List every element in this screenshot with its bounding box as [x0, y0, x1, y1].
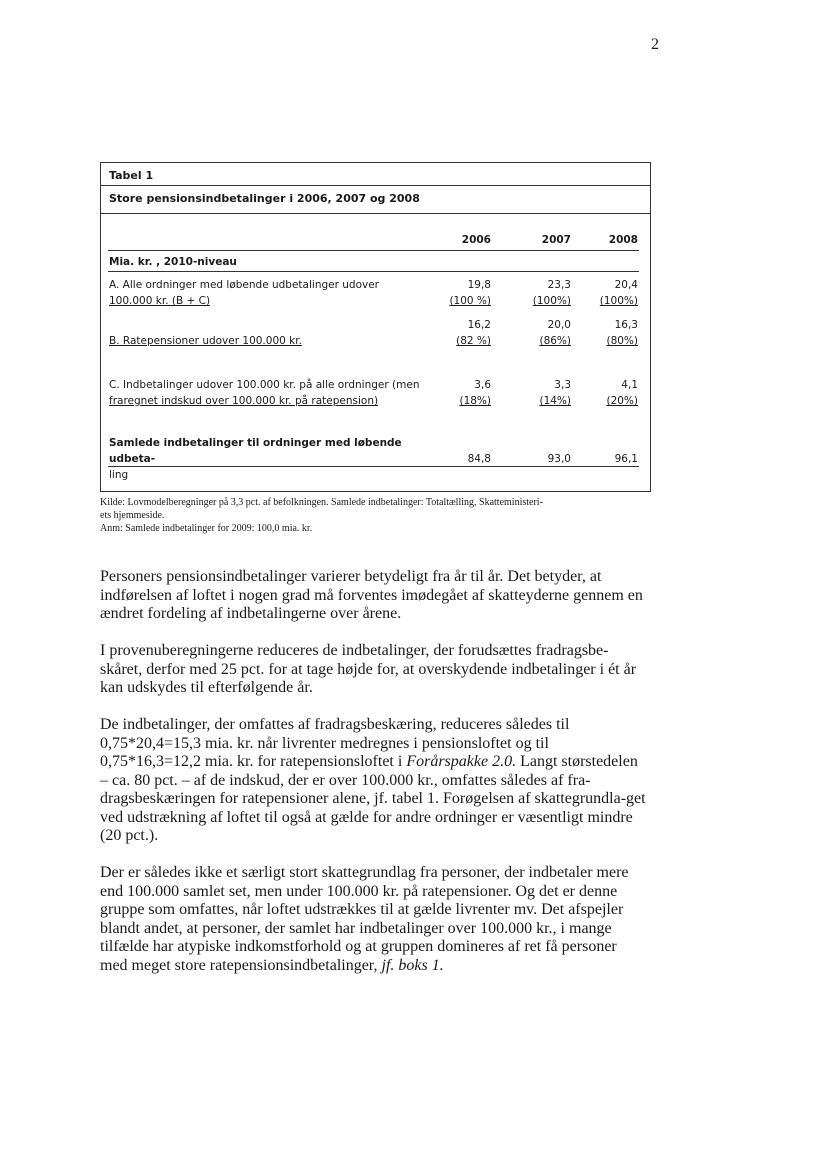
table-cell: 4,1 (20%) — [606, 379, 638, 407]
table-cell: 23,3 (100%) — [532, 279, 571, 307]
header-rule — [108, 250, 639, 251]
table-cell: 20,0 (86%) — [539, 319, 571, 347]
table-subtitle-rule — [101, 213, 650, 214]
table-cell: 3,6 (18%) — [459, 379, 491, 407]
table-cell: 20,4 (100%) — [599, 279, 638, 307]
table-cell: 16,3 (80%) — [606, 319, 638, 347]
table-notes — [100, 496, 660, 535]
annotation-note: Anm: Samlede indbetalinger for 2009: 100,0 mia. kr. — [100, 523, 313, 534]
table-cell: 93,0 — [547, 453, 571, 465]
table-row-label: C. Indbetalinger udover 100.000 kr. på alle ordninger (men fraregnet indskud over 100.000 kr. på ratepension) — [109, 379, 420, 407]
table-row-label: B. Ratepensioner udover 100.000 kr. — [109, 335, 302, 347]
table-cell: 84,8 — [467, 453, 491, 465]
page-number: 2 — [651, 36, 659, 53]
column-header-2008: 2008 — [608, 234, 638, 246]
table-cell: 3,3 (14%) — [539, 379, 571, 407]
column-header-2007: 2007 — [541, 234, 571, 246]
table-cell: 96,1 — [614, 453, 638, 465]
paragraph-4: Der er således ikke et særligt stort skattegrundlag fra personer, der indbetaler mere end 100.000 samlet set, men under 100.000 kr. på ratepensioner. Og det er denne gruppe som omfattes, når loftet udstrækkes til at gælde livrenter mv. Det afspejler blandt andet, at personer, der samlet har indbetalinger over 100.000 kr., i mange tilfælde har atypiske indkomstforhold og at gruppen domineres af ret få personer med meget store ratepensionsindbetalinger, jf. boks 1. — [100, 864, 629, 974]
table-1 — [100, 162, 651, 492]
paragraph-3: De indbetalinger, der omfattes af fradragsbeskæring, reduceres således til 0,75*20,4=15,3 mia. kr. når livrenter medregnes i pensionsloftet og til 0,75*16,3=12,2 mia. kr. for ratepensionsloftet i Forårspakke 2.0. Langt størstedelen – ca. 80 pct. – af de indskud, der er over 100.000 kr., omfattes således af fra-dragsbeskæringen for ratepensioner alene, jf. tabel 1. Forøgelsen af skattegrundla-get ved udstrækning af loftet til også at gælde for andre ordninger er væsentligt mindre (20 pct.). — [100, 716, 646, 844]
table-row-label: Samlede indbetalinger til ordninger med løbende udbeta- ling — [109, 437, 402, 481]
source-note-cont: ets hjemmeside. — [100, 510, 165, 521]
paragraph-1: Personers pensionsindbetalinger varierer betydeligt fra år til år. Det betyder, at indførelsen af loftet i nogen grad må forventes imødegået af skatteyderne gennem en ændret fordeling af indbetalingerne over årene. — [100, 568, 643, 622]
table-subtitle: Store pensionsindbetalinger i 2006, 2007 og 2008 — [109, 192, 420, 205]
unit-label: Mia. kr. , 2010-niveau — [109, 256, 237, 268]
table-cell: 19,8 (100 %) — [449, 279, 491, 307]
table-title-rule — [101, 185, 650, 186]
body-text — [100, 568, 648, 994]
paragraph-2: I provenuberegningerne reduceres de indbetalinger, der forudsættes fradragsbe-skåret, derfor med 25 pct. for at tage højde for, at overskydende indbetalinger i ét år kan udskydes til efterfølgende år. — [100, 642, 637, 696]
source-note: Kilde: Lovmodelberegninger på 3,3 pct. af befolkningen. Samlede indbetalinger: Totaltælling, Skatteministeri- — [100, 497, 543, 508]
unit-rule — [108, 271, 639, 272]
table-row-label: A. Alle ordninger med løbende udbetalinger udover 100.000 kr. (B + C) — [109, 279, 379, 307]
table-cell: 16,2 (82 %) — [456, 319, 491, 347]
table-title: Tabel 1 — [109, 169, 154, 182]
column-header-2006: 2006 — [461, 234, 491, 246]
